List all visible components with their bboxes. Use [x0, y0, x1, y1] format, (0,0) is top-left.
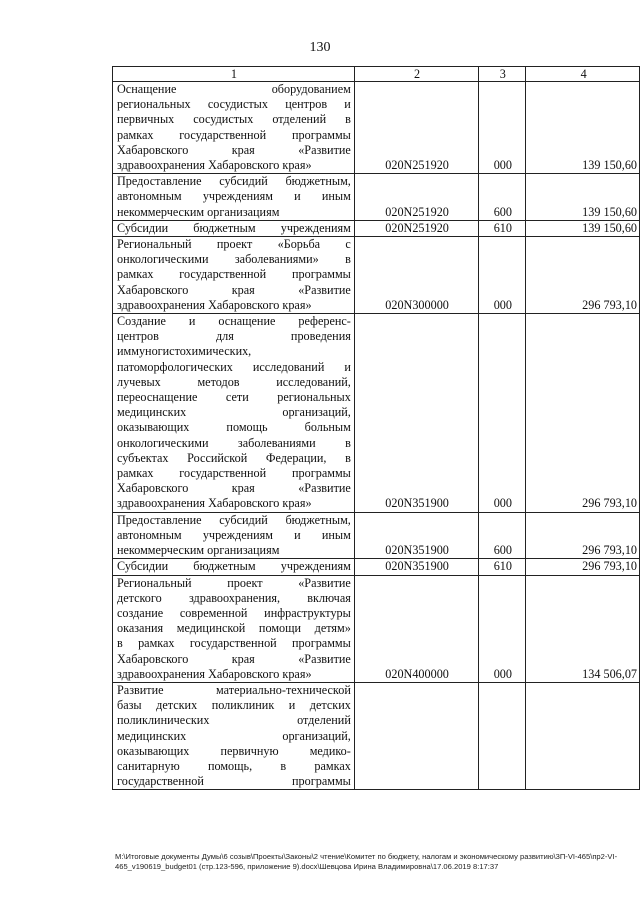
row-name-line: создание современной инфраструктуры: [117, 605, 351, 620]
row-code-cell: 020N351900: [354, 559, 478, 575]
row-kind-cell: 600: [479, 174, 526, 221]
row-name-line: лучевых методов исследований,: [117, 374, 351, 389]
table-header-row: [113, 67, 640, 82]
row-code-cell: 020N251920: [354, 174, 478, 221]
row-name-line: Предоставление субсидий бюджетным,: [117, 512, 351, 527]
row-name-cell: [113, 220, 355, 236]
row-name-line: Создание и оснащение референс-: [117, 314, 351, 329]
table-row: [113, 682, 640, 789]
row-kind-cell: 600: [479, 512, 526, 559]
row-name-line: иммуногистохимических,: [117, 344, 252, 359]
header-col-3: 3: [479, 67, 526, 82]
row-name-line: рамках государственной программы: [117, 267, 351, 282]
table-row: [113, 559, 640, 575]
table-row: [113, 575, 640, 682]
row-name-cell: [113, 682, 355, 789]
row-name-line: региональных сосудистых центров и: [117, 97, 351, 112]
row-name-line: здравоохранения Хабаровского края»: [117, 297, 312, 312]
table-row: [113, 512, 640, 559]
row-name-line: медицинских организаций,: [117, 405, 351, 420]
row-code-cell: 020N351900: [354, 314, 478, 513]
table-row: [113, 82, 640, 174]
row-code-cell: 020N251920: [354, 82, 478, 174]
row-name-line: Региональный проект «Развитие: [117, 575, 351, 590]
row-name-line: Хабаровского края «Развитие: [117, 282, 351, 297]
row-name-line: оказывающих первичную медико-: [117, 743, 351, 758]
row-sum-cell: 134 506,07: [526, 575, 640, 682]
row-name-line: Региональный проект «Борьба с: [117, 237, 351, 252]
row-kind-cell: 000: [479, 575, 526, 682]
row-name-line: Хабаровского края «Развитие: [117, 481, 351, 496]
row-name-line: Субсидии бюджетным учреждениям: [117, 559, 351, 574]
row-code-cell: [354, 682, 478, 789]
table-row: [113, 237, 640, 314]
row-name-line: медицинских организаций,: [117, 728, 351, 743]
row-name-cell: [113, 174, 355, 221]
row-name-line: онкологическими заболеваниями в: [117, 435, 351, 450]
row-name-line: Хабаровского края «Развитие: [117, 142, 351, 157]
row-name-cell: [113, 82, 355, 174]
row-name-line: Предоставление субсидий бюджетным,: [117, 174, 351, 189]
row-name-line: Развитие материально-технической: [117, 682, 351, 697]
row-kind-cell: [479, 682, 526, 789]
table-row: [113, 220, 640, 236]
row-name-line: Субсидии бюджетным учреждениям: [117, 220, 351, 235]
row-name-line: Хабаровского края «Развитие: [117, 651, 351, 666]
row-name-cell: [113, 559, 355, 575]
budget-table: [112, 66, 640, 790]
row-code-cell: 020N351900: [354, 512, 478, 559]
row-name-line: рамках государственной программы: [117, 466, 351, 481]
header-col-2: 2: [354, 67, 478, 82]
budget-table-body: [113, 67, 640, 790]
row-name-line: автономным учреждениям и иным: [117, 527, 351, 542]
row-sum-cell: 296 793,10: [526, 237, 640, 314]
row-name-line: санитарную помощь, в рамках: [117, 758, 351, 773]
row-name-line: государственной программы: [117, 774, 351, 789]
footer-line-2: 465_v190619_budget01 (стр.123-596, приложение 9).docx\Шевцова Ирина Владимировна\17.06.2019 8:17:37: [115, 862, 499, 871]
row-sum-cell: 296 793,10: [526, 559, 640, 575]
row-sum-cell: 296 793,10: [526, 314, 640, 513]
row-sum-cell: 296 793,10: [526, 512, 640, 559]
row-name-line: рамках государственной программы: [117, 127, 351, 142]
footer-line-1: M:\Итоговые документы Думы\6 созыв\Проекты\Законы\2 чтение\Комитет по бюджету, налогам и экономическому развитию\3П-VI-465\пр2-VI-: [115, 852, 618, 861]
row-name-line: базы детских поликлиник и детских: [117, 698, 351, 713]
row-kind-cell: 610: [479, 559, 526, 575]
row-sum-cell: [526, 682, 640, 789]
row-kind-cell: 000: [479, 237, 526, 314]
row-code-cell: 020N251920: [354, 220, 478, 236]
row-name-line: здравоохранения Хабаровского края»: [117, 496, 312, 511]
file-path-footer: [115, 852, 618, 872]
page-number: 130: [309, 40, 331, 55]
row-name-line: первичных сосудистых отделений в: [117, 112, 351, 127]
table-row: [113, 174, 640, 221]
row-name-line: в рамках государственной программы: [117, 636, 351, 651]
row-name-line: автономным учреждениям и иным: [117, 189, 351, 204]
row-name-cell: [113, 512, 355, 559]
row-name-cell: [113, 237, 355, 314]
header-col-4: 4: [526, 67, 640, 82]
header-col-1: 1: [113, 67, 355, 82]
row-kind-cell: 000: [479, 82, 526, 174]
row-name-line: некоммерческим организациям: [117, 204, 280, 219]
row-sum-cell: 139 150,60: [526, 174, 640, 221]
row-name-line: здравоохранения Хабаровского края»: [117, 158, 312, 173]
row-sum-cell: 139 150,60: [526, 220, 640, 236]
row-name-line: здравоохранения Хабаровского края»: [117, 666, 312, 681]
row-sum-cell: 139 150,60: [526, 82, 640, 174]
row-name-line: Оснащение оборудованием: [117, 82, 351, 96]
row-kind-cell: 610: [479, 220, 526, 236]
row-name-line: оказывающих помощь больным: [117, 420, 351, 435]
row-name-line: переоснащение сети региональных: [117, 390, 351, 405]
row-name-line: оказания медицинской помощи детям»: [117, 621, 351, 636]
row-code-cell: 020N400000: [354, 575, 478, 682]
row-name-line: центров для проведения: [117, 329, 351, 344]
row-name-line: патоморфологических исследований и: [117, 359, 351, 374]
table-row: [113, 314, 640, 513]
row-name-line: онкологическими заболеваниями» в: [117, 252, 351, 267]
row-name-line: некоммерческим организациям: [117, 543, 280, 558]
row-name-line: поликлинических отделений: [117, 713, 351, 728]
row-name-cell: [113, 575, 355, 682]
row-kind-cell: 000: [479, 314, 526, 513]
row-name-cell: [113, 314, 355, 513]
row-name-line: субъектах Российской Федерации, в: [117, 450, 351, 465]
row-code-cell: 020N300000: [354, 237, 478, 314]
row-name-line: детского здравоохранения, включая: [117, 590, 351, 605]
